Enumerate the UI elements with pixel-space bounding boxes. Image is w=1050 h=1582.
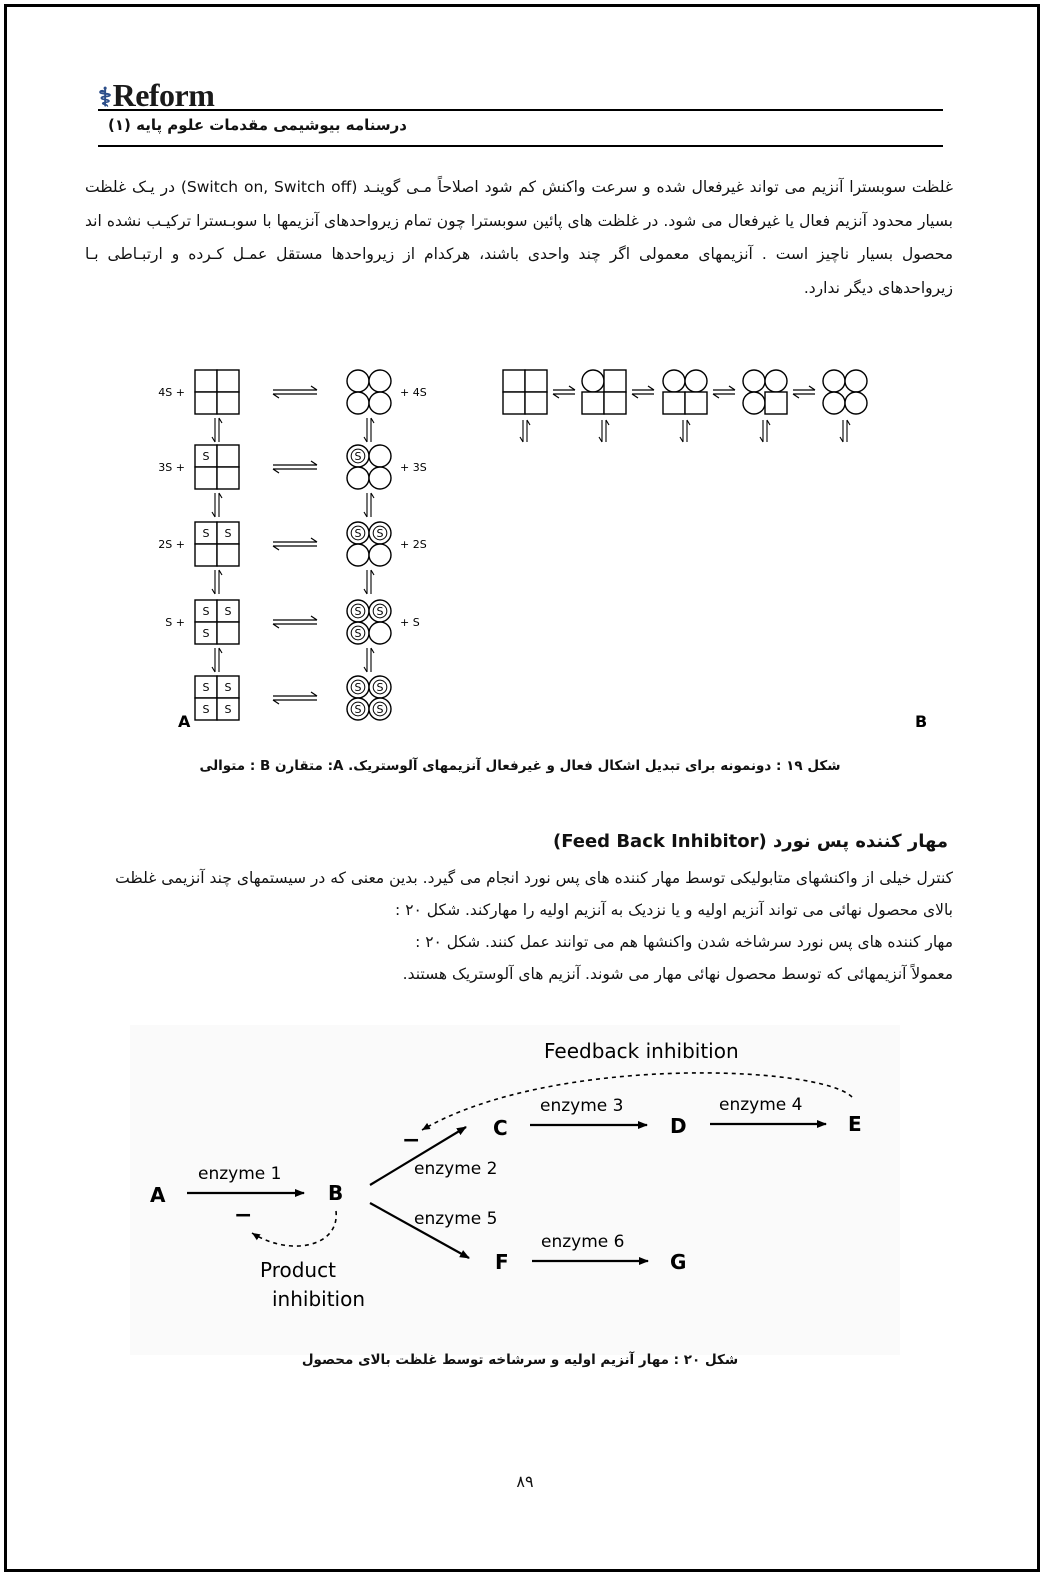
panel-b-label: B (915, 712, 928, 731)
circle-subunit (347, 370, 369, 392)
vertical-equilibrium-arrow (212, 493, 215, 517)
substrate-label: S (376, 527, 384, 540)
book-title: درسنامه بیوشیمی مقدمات علوم پایه (۱) (108, 116, 407, 134)
figure-20-background (130, 1025, 900, 1355)
right-substrate-term: + 3S (400, 461, 427, 474)
substrate-label: S (202, 627, 210, 640)
product-inhibition-label-1: Product (260, 1258, 336, 1282)
vertical-equilibrium-arrow (680, 420, 683, 442)
vertical-equilibrium-arrow (371, 570, 374, 594)
circle-subunit (369, 467, 391, 489)
square-subunit (503, 392, 525, 414)
vertical-equilibrium-arrow (219, 648, 222, 672)
circle-subunit (369, 445, 391, 467)
vertical-equilibrium-arrow (760, 420, 763, 442)
vertical-equilibrium-arrow (599, 420, 602, 442)
substrate-label: S (354, 703, 362, 716)
vertical-equilibrium-arrow (212, 418, 215, 442)
enzyme-2-label: enzyme 2 (414, 1159, 498, 1179)
equilibrium-arrow (273, 692, 317, 696)
vertical-equilibrium-arrow (219, 570, 222, 594)
vertical-equilibrium-arrow (371, 648, 374, 672)
square-subunit (525, 392, 547, 414)
circle-subunit (743, 392, 765, 414)
node-e: E (848, 1112, 862, 1136)
vertical-equilibrium-arrow (606, 420, 609, 442)
equilibrium-arrow (793, 394, 815, 398)
section-heading: مهار کننده پس نورد (Feed Back Inhibitor) (552, 831, 948, 852)
square-subunit (604, 392, 626, 414)
square-subunit (195, 467, 217, 489)
feedback-inhibition-label: Feedback inhibition (544, 1039, 739, 1063)
vertical-equilibrium-arrow (212, 570, 215, 594)
right-substrate-term: + 2S (400, 538, 427, 551)
equilibrium-arrow (632, 386, 654, 390)
square-subunit (195, 370, 217, 392)
circle-subunit (369, 370, 391, 392)
square-subunit (525, 370, 547, 392)
left-substrate-term: S + (165, 616, 185, 629)
equilibrium-arrow (273, 461, 317, 465)
enzyme-4-label: enzyme 4 (719, 1095, 803, 1115)
square-subunit (217, 370, 239, 392)
vertical-equilibrium-arrow (219, 493, 222, 517)
substrate-label: S (224, 703, 232, 716)
equilibrium-arrow (273, 624, 317, 628)
substrate-label: S (354, 681, 362, 694)
square-subunit (663, 392, 685, 414)
left-substrate-term: 4S + (158, 386, 185, 399)
header-rule-top (98, 109, 943, 111)
circle-subunit (823, 370, 845, 392)
square-subunit (217, 445, 239, 467)
equilibrium-arrow (793, 386, 815, 390)
equilibrium-arrow (273, 700, 317, 704)
node-f: F (495, 1250, 509, 1274)
page-number: ۸۹ (516, 1472, 534, 1491)
equilibrium-arrow (632, 394, 654, 398)
circle-subunit (845, 370, 867, 392)
figure-19-caption: شکل ۱۹ : دونمونه برای تبدیل اشکال فعال و غیرفعال آنزیمهای آلوستریک. A: متقارن B : متوالی (199, 758, 841, 774)
equilibrium-arrow (553, 386, 575, 390)
panel-a-label: A (178, 712, 191, 731)
vertical-equilibrium-arrow (364, 418, 367, 442)
circle-subunit (582, 370, 604, 392)
right-substrate-term: + S (400, 616, 420, 629)
square-subunit (604, 370, 626, 392)
equilibrium-arrow (273, 546, 317, 550)
vertical-equilibrium-arrow (219, 418, 222, 442)
substrate-label: S (202, 605, 210, 618)
square-subunit (685, 392, 707, 414)
vertical-equilibrium-arrow (767, 420, 770, 442)
substrate-label: S (376, 681, 384, 694)
product-inhibition-label-2: inhibition (272, 1287, 366, 1311)
reform-logo: ⚕Reform (98, 77, 215, 113)
section-line: معمولاً آنزیمهائی که توسط محصول نهائی مهار می شوند. آنزیم های آلوستریک هستند. (402, 965, 953, 983)
equilibrium-arrow (713, 394, 735, 398)
equilibrium-arrow (273, 394, 317, 398)
substrate-label: S (202, 527, 210, 540)
circle-subunit (663, 370, 685, 392)
vertical-equilibrium-arrow (687, 420, 690, 442)
figure-20-feedback-diagram (130, 1025, 900, 1355)
vertical-equilibrium-arrow (364, 570, 367, 594)
vertical-equilibrium-arrow (840, 420, 843, 442)
substrate-label: S (202, 703, 210, 716)
substrate-label: S (224, 681, 232, 694)
vertical-equilibrium-arrow (520, 420, 523, 442)
square-subunit (195, 544, 217, 566)
panel-b-sequential (503, 370, 867, 442)
square-subunit (217, 467, 239, 489)
vertical-equilibrium-arrow (364, 493, 367, 517)
right-substrate-term: + 4S (400, 386, 427, 399)
substrate-label: S (376, 703, 384, 716)
equilibrium-arrow (273, 616, 317, 620)
header-rule-bottom (98, 145, 943, 147)
square-subunit (765, 392, 787, 414)
node-c: C (493, 1116, 508, 1140)
left-substrate-term: 3S + (158, 461, 185, 474)
circle-subunit (743, 370, 765, 392)
circle-subunit (347, 544, 369, 566)
substrate-label: S (202, 681, 210, 694)
section-line: مهار کننده های پس نورد سرشاخه شدن واکنشها هم می توانند عمل کنند. شکل ۲۰ : (415, 933, 953, 951)
substrate-label: S (224, 605, 232, 618)
circle-subunit (845, 392, 867, 414)
substrate-label: S (354, 527, 362, 540)
circle-subunit (369, 544, 391, 566)
enzyme-5-label: enzyme 5 (414, 1209, 498, 1229)
circle-subunit (765, 370, 787, 392)
square-subunit (582, 392, 604, 414)
vertical-equilibrium-arrow (364, 648, 367, 672)
circle-subunit (369, 622, 391, 644)
square-subunit (217, 392, 239, 414)
product-minus-icon: − (234, 1203, 253, 1228)
equilibrium-arrow (713, 386, 735, 390)
enzyme-6-label: enzyme 6 (541, 1232, 625, 1252)
figure-19-allosteric-models (145, 350, 928, 745)
circle-subunit (685, 370, 707, 392)
node-d: D (670, 1114, 687, 1138)
square-subunit (503, 370, 525, 392)
enzyme-3-label: enzyme 3 (540, 1096, 624, 1116)
circle-subunit (347, 392, 369, 414)
substrate-label: S (354, 450, 362, 463)
left-substrate-term: 2S + (158, 538, 185, 551)
vertical-equilibrium-arrow (371, 493, 374, 517)
square-subunit (217, 544, 239, 566)
substrate-label: S (224, 527, 232, 540)
square-subunit (195, 392, 217, 414)
enzyme-1-label: enzyme 1 (198, 1164, 282, 1184)
substrate-label: S (354, 627, 362, 640)
circle-subunit (823, 392, 845, 414)
equilibrium-arrow (273, 538, 317, 542)
figure-20-caption: شکل ۲۰ : مهار آنزیم اولیه و سرشاخه توسط غلظت بالای محصول (301, 1352, 739, 1368)
feedback-minus-icon: − (402, 1128, 421, 1153)
intro-paragraph: غلظت سوبسترا آنزیم می تواند غیرفعال شده و سرعت واکنش کم شود اصلاحاً مـی گوینـد (Switch on, Switch off) در یـک غلظت بسیار محدود آنزیم فعال یا غیرفعال می شود. در غلظت های پائین سوبسترا چون تمام زیرواحدهای آنزیمها با سوبـسترا ترکیـب نشده اند محصول بسیار ناچیز است . آنزیمهای معمولی اگر چند واحدی باشند، هرکدام از زیرواحدها مستقل عمـل کـرده و ارتبـاطی بـا زیرواحدهای دیگر ندارد. (85, 178, 953, 297)
node-b: B (328, 1181, 344, 1205)
panel-a-concerted (158, 370, 426, 720)
square-subunit (217, 622, 239, 644)
circle-subunit (347, 467, 369, 489)
section-line: بالای محصول نهائی می تواند آنزیم اولیه و یا نزدیک به آنزیم اولیه را مهارکند. شکل ۲۰ : (395, 901, 953, 919)
node-a: A (150, 1183, 166, 1207)
substrate-label: S (376, 605, 384, 618)
equilibrium-arrow (273, 386, 317, 390)
vertical-equilibrium-arrow (371, 418, 374, 442)
equilibrium-arrow (273, 469, 317, 473)
circle-subunit (369, 392, 391, 414)
section-paragraph (85, 862, 953, 990)
section-line: کنترل خیلی از واکنشهای متابولیکی توسط مهار کننده های پس نورد انجام می گیرد. بدین معنی که در سیستمهای چند آنزیمی غلظت (115, 869, 953, 887)
node-g: G (670, 1250, 687, 1274)
logo-mark-icon: ⚕ (98, 83, 112, 112)
vertical-equilibrium-arrow (847, 420, 850, 442)
equilibrium-arrow (553, 394, 575, 398)
vertical-equilibrium-arrow (527, 420, 530, 442)
substrate-label: S (202, 450, 210, 463)
substrate-label: S (354, 605, 362, 618)
vertical-equilibrium-arrow (212, 648, 215, 672)
